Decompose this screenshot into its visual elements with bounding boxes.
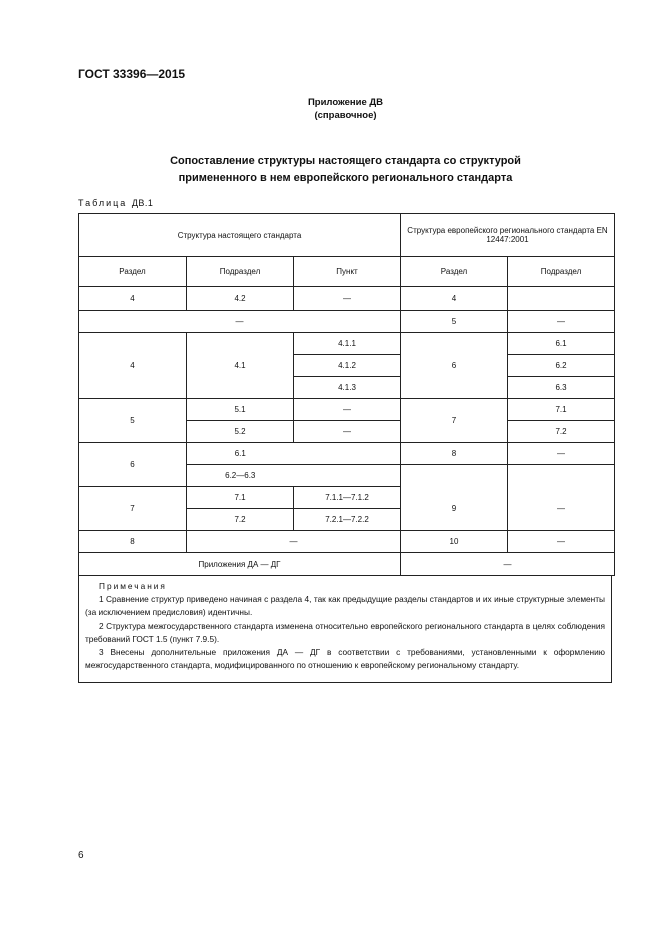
appendix-type: (справочное)	[314, 110, 377, 121]
table-row	[79, 399, 615, 421]
table-cell: 4.2	[187, 287, 294, 311]
table-cell: —	[294, 399, 401, 421]
table-caption-label: Таблица	[78, 198, 128, 208]
table-cell: 7	[401, 399, 508, 443]
table-cell: 5	[401, 311, 508, 333]
table-cell: 5.2	[187, 421, 294, 443]
note-2: 2 Структура межгосударственного стандарта изменена относительно европейского регионального стандарта в целях соблюдения требований ГОСТ 1.5 (пункт 7.9.5).	[85, 620, 605, 644]
table-cell: 6	[79, 443, 187, 487]
table-cell: 7.1	[187, 487, 294, 509]
table-cell	[294, 443, 401, 465]
table-row	[79, 333, 615, 355]
table-group-header-row	[79, 214, 615, 257]
table-cell: 10	[401, 531, 508, 553]
table-cell: —	[401, 553, 615, 576]
table-title-line1: Сопоставление структуры настоящего стандарта со структурой	[170, 155, 521, 167]
table-cell	[401, 465, 508, 487]
table-cell: 4	[401, 287, 508, 311]
table-cell: —	[187, 531, 401, 553]
table-cell: 6.2	[508, 355, 615, 377]
table-cell	[508, 465, 615, 487]
table-cell: Приложения ДА — ДГ	[79, 553, 401, 576]
table-row	[79, 553, 615, 576]
table-row	[79, 487, 615, 509]
table-caption-number: ДВ.1	[131, 198, 154, 208]
table-cell	[294, 465, 401, 487]
col-header-punkt: Пункт	[294, 257, 401, 287]
table-cell: 6	[401, 333, 508, 399]
table-cell: —	[508, 443, 615, 465]
note-1: 1 Сравнение структур приведено начиная с раздела 4, так как предыдущие разделы стандартов и их иные структурные элементы (за исключением предисловия) идентичны.	[85, 594, 605, 618]
table-cell: 6.1	[508, 333, 615, 355]
col-header-podrazdel: Подраздел	[187, 257, 294, 287]
standard-designation: ГОСТ 33396—2015	[78, 67, 186, 81]
table-title-line2: примененного в нем европейского регионального стандарта	[178, 172, 513, 184]
table-cell: 4	[79, 333, 187, 399]
col-header-eu-podrazdel: Подраздел	[508, 257, 615, 287]
table-cell	[508, 287, 615, 311]
col-header-razdel: Раздел	[79, 257, 187, 287]
notes-heading: Примечания	[99, 581, 167, 591]
table-cell: 7.2	[508, 421, 615, 443]
table-cell: 7.2	[187, 509, 294, 531]
table-cell: 8	[401, 443, 508, 465]
table-cell: 7.1	[508, 399, 615, 421]
table-cell: 4	[79, 287, 187, 311]
table-row	[79, 287, 615, 311]
table-cell: 4.1.1	[294, 333, 401, 355]
table-cell: 6.2—6.3	[187, 465, 294, 487]
table-cell: 7	[79, 487, 187, 531]
appendix-name: Приложение ДВ	[307, 97, 384, 108]
table-cell: 4.1.3	[294, 377, 401, 399]
page-number: 6	[78, 850, 84, 861]
table-cell: —	[508, 531, 615, 553]
table-row	[79, 531, 615, 553]
group-header-european-standard: Структура европейского регионального стандарта EN 12447:2001	[401, 214, 615, 257]
table-cell: 4.1.2	[294, 355, 401, 377]
table-cell: —	[508, 487, 615, 531]
table-cell: 4.1	[187, 333, 294, 399]
table-cell: 5	[79, 399, 187, 443]
table-cell: —	[294, 287, 401, 311]
table-notes	[78, 576, 612, 683]
table-cell: —	[294, 421, 401, 443]
table-cell: 6.1	[187, 443, 294, 465]
table-cell: 9	[401, 487, 508, 531]
table-row	[79, 311, 615, 333]
table-cell: —	[79, 311, 401, 333]
table-cell: 6.3	[508, 377, 615, 399]
table-row	[79, 443, 615, 465]
table-cell: 7.2.1—7.2.2	[294, 509, 401, 531]
table-cell: 7.1.1—7.1.2	[294, 487, 401, 509]
note-3: 3 Внесены дополнительные приложения ДА — ДГ в соответствии с требованиями, установленными к оформлению межгосударственного стандарта, модифицированного по отношению к европейскому региональному стандарту.	[85, 647, 605, 671]
table-cell: 8	[79, 531, 187, 553]
col-header-eu-razdel: Раздел	[401, 257, 508, 287]
comparison-table	[78, 213, 615, 576]
table-caption	[78, 198, 153, 208]
group-header-this-standard: Структура настоящего стандарта	[79, 214, 401, 257]
table-column-header-row	[79, 257, 615, 287]
table-cell: 5.1	[187, 399, 294, 421]
table-cell: —	[508, 311, 615, 333]
